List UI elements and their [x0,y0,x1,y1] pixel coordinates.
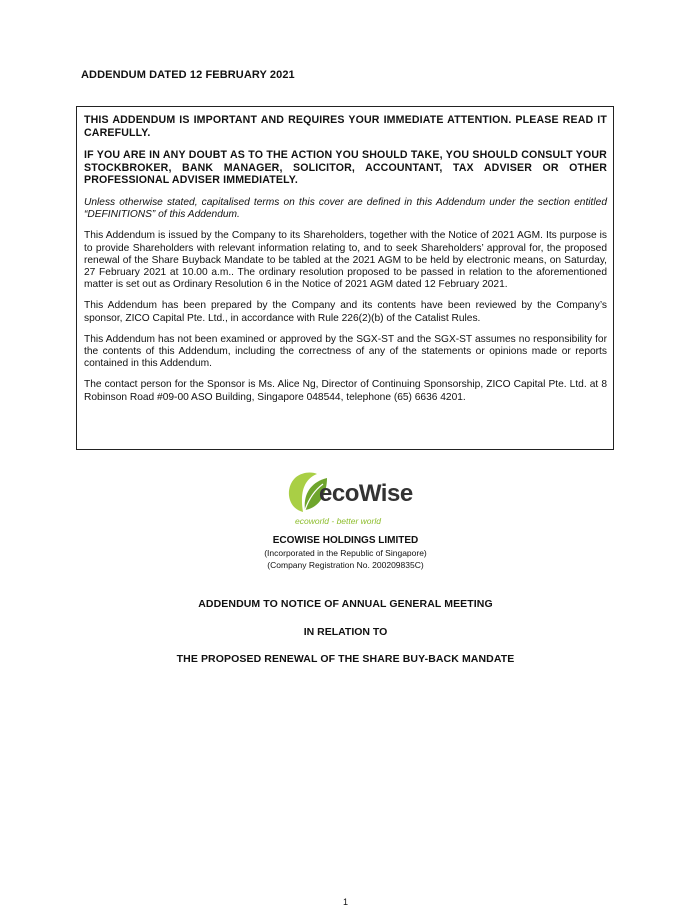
addendum-date-header: ADDENDUM DATED 12 FEBRUARY 2021 [81,69,295,81]
important-notice-box [76,106,614,450]
title-line-3: THE PROPOSED RENEWAL OF THE SHARE BUY-BACK MANDATE [176,653,515,665]
notice-definitions: Unless otherwise stated, capitalised terms on this cover are defined in this Addendum under the section entitled “DEFINITIONS” of this Addendum. [84,196,607,221]
notice-purpose: This Addendum is issued by the Company to its Shareholders, together with the Notice of 2021 AGM. Its purpose is to provide Shareholders with relevant information relating to, and to seek Shareholders’ approval for, the proposed renewal of the Share Buyback Mandate to be tabled at the 2021 AGM to be held by electronic means, on Saturday, 27 February 2021 at 10.00 a.m.. The ordinary resolution proposed to be passed in relation to the aforementioned matter is set out as Ordinary Resolution 6 in the Notice of 2021 AGM dated 12 February 2021. [84,230,607,291]
notice-important: THIS ADDENDUM IS IMPORTANT AND REQUIRES YOUR IMMEDIATE ATTENTION. PLEASE READ IT CAREFULLY. [84,114,607,139]
notice-sponsor-review: This Addendum has been prepared by the Company and its contents have been reviewed by the Company’s sponsor, ZICO Capital Pte. Ltd., in accordance with Rule 226(2)(b) of the Catalist Rules. [84,300,607,324]
ecowise-logo [283,468,413,530]
company-incorporation: (Incorporated in the Republic of Singapore) [264,548,427,558]
notice-doubt: IF YOU ARE IN ANY DOUBT AS TO THE ACTION YOU SHOULD TAKE, YOU SHOULD CONSULT YOUR STOCKBROKER, BANK MANAGER, SOLICITOR, ACCOUNTANT, TAX ADVISER OR OTHER PROFESSIONAL ADVISER IMMEDIATELY. [84,149,607,187]
logo-tagline: ecoworld - better world [295,516,381,526]
logo-wordmark: ecoWise [319,480,413,507]
notice-sgx-disclaimer: This Addendum has not been examined or approved by the SGX-ST and the SGX-ST assumes no responsibility for the contents of this Addendum, including the correctness of any of the statements or opinions made or reports contained in this Addendum. [84,333,607,370]
title-line-2: IN RELATION TO [303,626,388,638]
title-line-1: ADDENDUM TO NOTICE OF ANNUAL GENERAL MEETING [198,598,493,610]
notice-contact: The contact person for the Sponsor is Ms. Alice Ng, Director of Continuing Sponsorship, ZICO Capital Pte. Ltd. at 8 Robinson Road #09-00 ASO Building, Singapore 048544, telephone (65) 6636 4201. [84,379,607,403]
company-registration: (Company Registration No. 200209835C) [267,560,424,570]
page-number: 1 [342,897,348,907]
company-name: ECOWISE HOLDINGS LIMITED [272,535,419,546]
